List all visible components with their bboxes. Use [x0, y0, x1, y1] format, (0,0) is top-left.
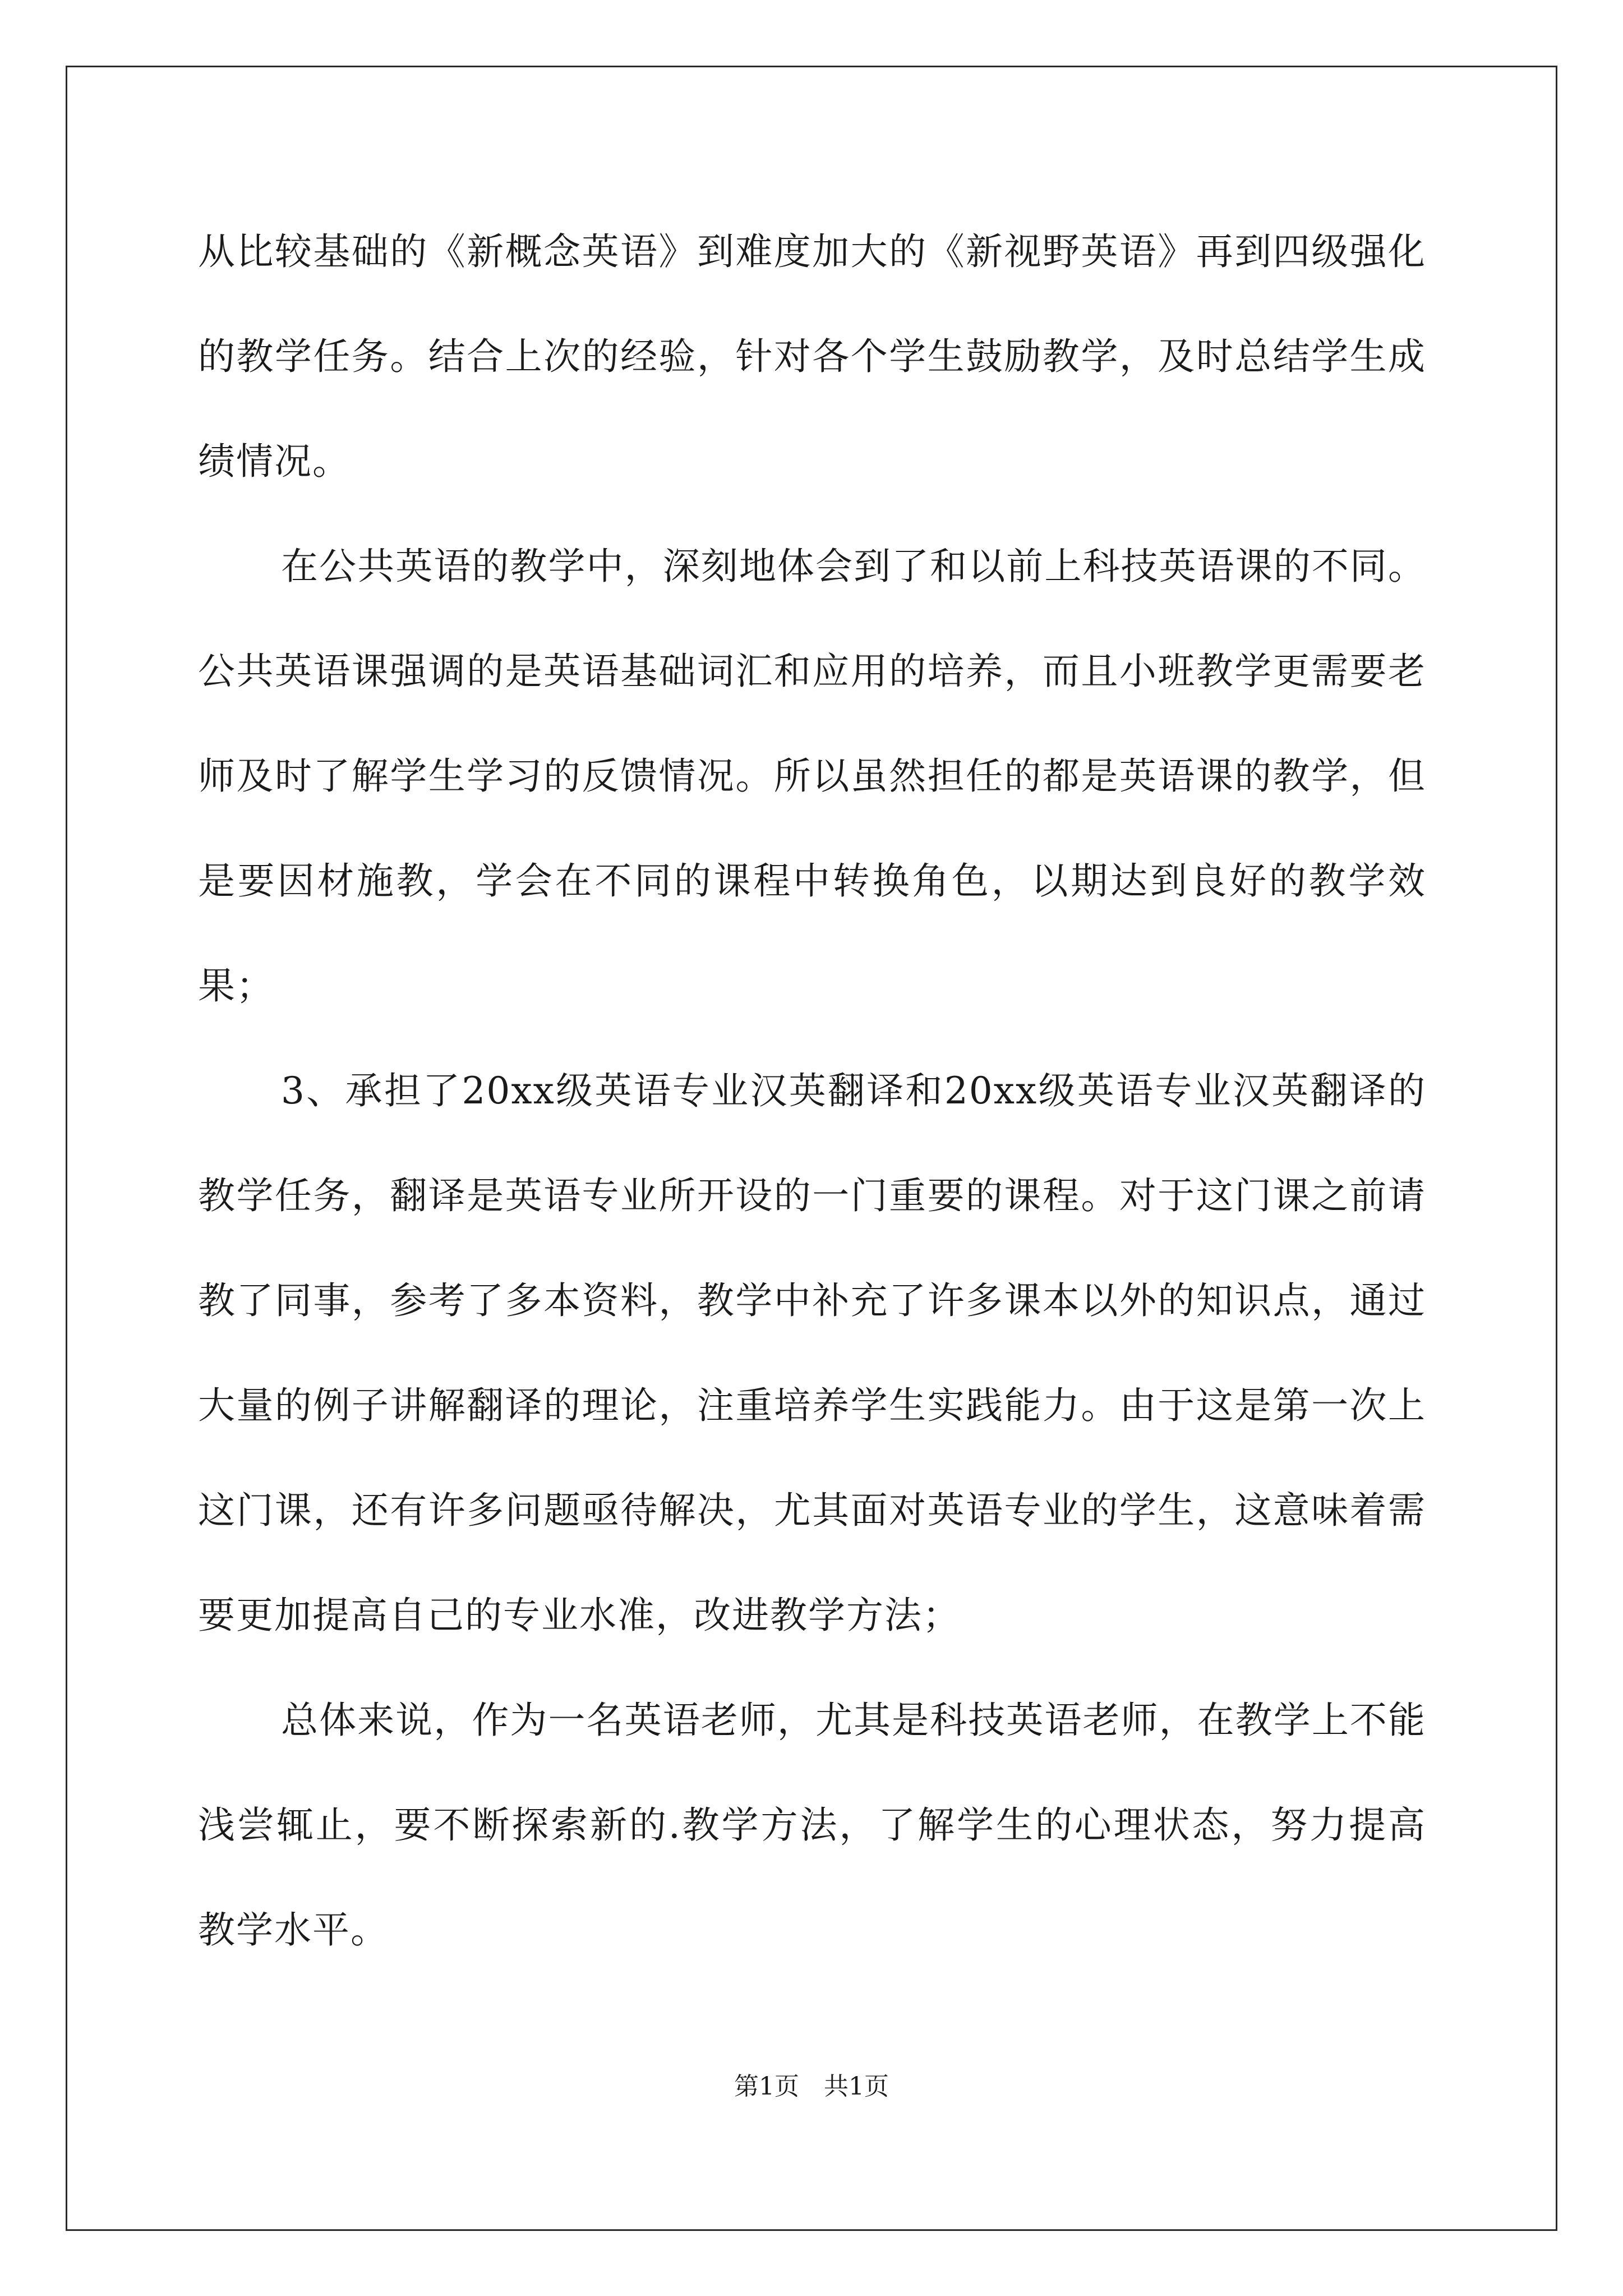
document-body	[198, 199, 1426, 1982]
paragraph-3: 3、承担了20xx级英语专业汉英翻译和20xx级英语专业汉英翻译的教学任务，翻译是英语专业所开设的一门重要的课程。对于这门课之前请教了同事，参考了多本资料，教学中补充了许多课本以外的知识点，通过大量的例子讲解翻译的理论，注重培养学生实践能力。由于这是第一次上这门课，还有许多问题亟待解决，尤其面对英语专业的学生，这意味着需要更加提高自己的专业水准，改进教学方法；	[198, 1069, 1426, 1637]
paragraph-4: 总体来说，作为一名英语老师，尤其是科技英语老师，在教学上不能浅尝辄止，要不断探索新的.教学方法，了解学生的心理状态，努力提高教学水平。	[198, 1699, 1426, 1952]
paragraph-1: 从比较基础的《新概念英语》到难度加大的《新视野英语》再到四级强化的教学任务。结合上次的经验，针对各个学生鼓励教学，及时总结学生成绩情况。	[198, 230, 1426, 483]
page-number-footer: 第1页 共1页	[734, 2072, 889, 2101]
paragraph-2: 在公共英语的教学中，深刻地体会到了和以前上科技英语课的不同。公共英语课强调的是英语基础词汇和应用的培养，而且小班教学更需要老师及时了解学生学习的反馈情况。所以虽然担任的都是英语课的教学，但是要因材施教，学会在不同的课程中转换角色，以期达到良好的教学效果；	[198, 545, 1426, 1007]
